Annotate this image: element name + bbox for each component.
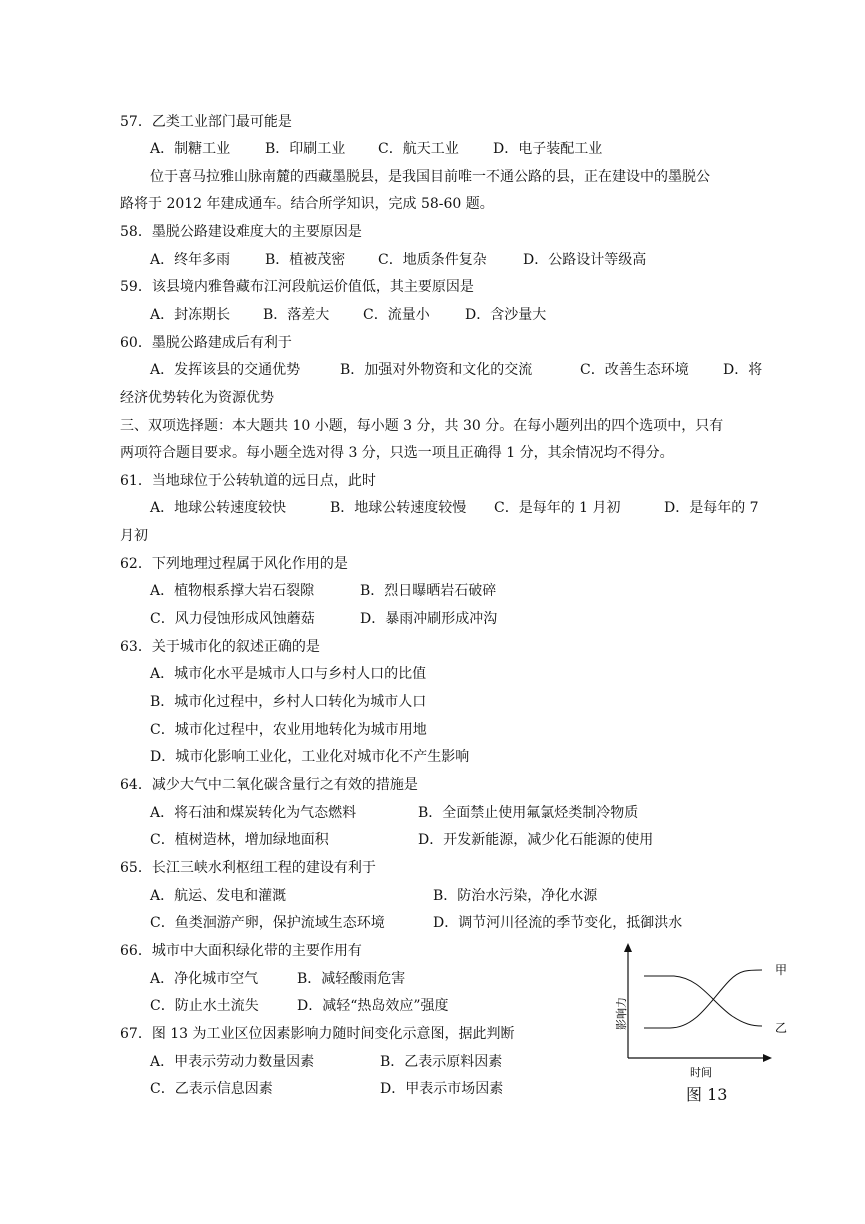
y-axis-arrow-icon — [624, 943, 632, 952]
series-label-yi: 乙 — [775, 1021, 788, 1035]
q60-option-d: D．将 — [723, 362, 763, 378]
q65-option-a: A．航运、发电和灌溉 — [150, 888, 287, 904]
q63-stem: 63．关于城市化的叙述正确的是 — [120, 639, 320, 655]
curve-jia — [644, 970, 762, 1028]
q64-option-c: C．植树造林，增加绿地面积 — [150, 832, 329, 848]
q59-option-c: C．流量小 — [363, 307, 430, 323]
intro-58-line-1: 位于喜马拉雅山脉南麓的西藏墨脱县，是我国目前唯一不通公路的县，正在建设中的墨脱公 — [150, 169, 710, 185]
q64-option-a: A．将石油和煤炭转化为气态燃料 — [150, 805, 357, 821]
q58-stem: 58．墨脱公路建设难度大的主要原因是 — [120, 224, 362, 240]
q58-option-c: C．地质条件复杂 — [378, 252, 487, 268]
q59-stem: 59．该县境内雅鲁藏布江河段航运价值低，其主要原因是 — [120, 279, 474, 295]
q61-stem: 61．当地球位于公转轨道的远日点，此时 — [120, 473, 376, 489]
q59-option-b: B．落差大 — [263, 307, 330, 323]
section-3-line-1: 三、双项选择题：本大题共 10 小题，每小题 3 分，共 30 分。在每小题列出的四个选项中，只有 — [120, 418, 724, 434]
q66-stem: 66．城市中大面积绿化带的主要作用有 — [120, 943, 362, 959]
q60-stem: 60．墨脱公路建成后有利于 — [120, 335, 292, 351]
q67-stem: 67．图 13 为工业区位因素影响力随时间变化示意图，据此判断 — [120, 1026, 515, 1042]
q60-option-c: C．改善生态环境 — [580, 362, 689, 378]
q62-option-d: D．暴雨冲刷形成冲沟 — [360, 611, 498, 627]
q64-option-b: B．全面禁止使用氟氯烃类制冷物质 — [418, 805, 639, 821]
q67-option-b: B．乙表示原料因素 — [380, 1054, 503, 1070]
q62-stem: 62．下列地理过程属于风化作用的是 — [120, 556, 348, 572]
section-3-line-2: 两项符合题目要求。每小题全选对得 3 分，只选一项且正确得 1 分，其余情况均不得分。 — [120, 445, 674, 461]
q66-option-c: C．防止水土流失 — [150, 998, 259, 1014]
q61-option-d: D．是每年的 7 — [664, 500, 759, 516]
q61-wrap: 月初 — [120, 528, 148, 544]
q66-option-a: A．净化城市空气 — [150, 971, 259, 987]
q61-option-c: C．是每年的 1 月初 — [494, 500, 621, 516]
q63-option-b: B．城市化过程中，乡村人口转化为城市人口 — [150, 694, 427, 710]
q60-option-b: B．加强对外物资和文化的交流 — [340, 362, 533, 378]
q65-option-c: C．鱼类洄游产卵，保护流域生态环境 — [150, 915, 385, 931]
q62-option-c: C．风力侵蚀形成风蚀蘑菇 — [150, 611, 315, 627]
q63-option-d: D．城市化影响工业化，工业化对城市化不产生影响 — [150, 749, 470, 765]
q65-option-b: B．防治水污染，净化水源 — [433, 888, 598, 904]
figure-13-caption: 图 13 — [686, 1085, 728, 1104]
q63-option-c: C．城市化过程中，农业用地转化为城市用地 — [150, 722, 427, 738]
q58-option-a: A．终年多雨 — [150, 252, 231, 268]
q67-option-d: D．甲表示市场因素 — [380, 1081, 504, 1097]
q64-stem: 64．减少大气中二氧化碳含量行之有效的措施是 — [120, 777, 418, 793]
x-axis-arrow-icon — [763, 1054, 772, 1062]
q66-option-d: D．减轻“热岛效应”强度 — [297, 998, 449, 1014]
figure-13-diagram — [612, 940, 792, 1090]
q67-option-c: C．乙表示信息因素 — [150, 1081, 273, 1097]
q61-option-a: A．地球公转速度较快 — [150, 500, 287, 516]
q62-option-a: A．植物根系撑大岩石裂隙 — [150, 583, 315, 599]
q63-option-a: A．城市化水平是城市人口与乡村人口的比值 — [150, 666, 427, 682]
series-label-jia: 甲 — [775, 963, 788, 977]
q57-option-b: B．印刷工业 — [265, 141, 346, 157]
q57-option-c: C．航天工业 — [378, 141, 459, 157]
q58-option-b: B．植被茂密 — [265, 252, 346, 268]
x-axis-label: 时间 — [690, 1066, 712, 1079]
curve-yi — [644, 976, 762, 1026]
q66-option-b: B．减轻酸雨危害 — [297, 971, 406, 987]
q65-option-d: D．调节河川径流的季节变化，抵御洪水 — [433, 915, 683, 931]
q59-option-a: A．封冻期长 — [150, 307, 231, 323]
q61-option-b: B．地球公转速度较慢 — [330, 500, 467, 516]
q60-option-a: A．发挥该县的交通优势 — [150, 362, 301, 378]
q57-option-a: A．制糖工业 — [150, 141, 231, 157]
q59-option-d: D．含沙量大 — [465, 307, 547, 323]
intro-58-line-2: 路将于 2012 年建成通车。结合所学知识，完成 58-60 题。 — [120, 196, 494, 212]
q60-wrap: 经济优势转化为资源优势 — [120, 390, 274, 406]
q57-option-d: D．电子装配工业 — [493, 141, 603, 157]
q58-option-d: D．公路设计等级高 — [523, 252, 647, 268]
q67-option-a: A．甲表示劳动力数量因素 — [150, 1054, 315, 1070]
q62-option-b: B．烈日曝晒岩石破碎 — [360, 583, 497, 599]
q57-stem: 57．乙类工业部门最可能是 — [120, 114, 292, 130]
q65-stem: 65．长江三峡水利枢纽工程的建设有利于 — [120, 860, 376, 876]
y-axis-label: 影响力 — [615, 997, 628, 1030]
q64-option-d: D．开发新能源，减少化石能源的使用 — [418, 832, 654, 848]
